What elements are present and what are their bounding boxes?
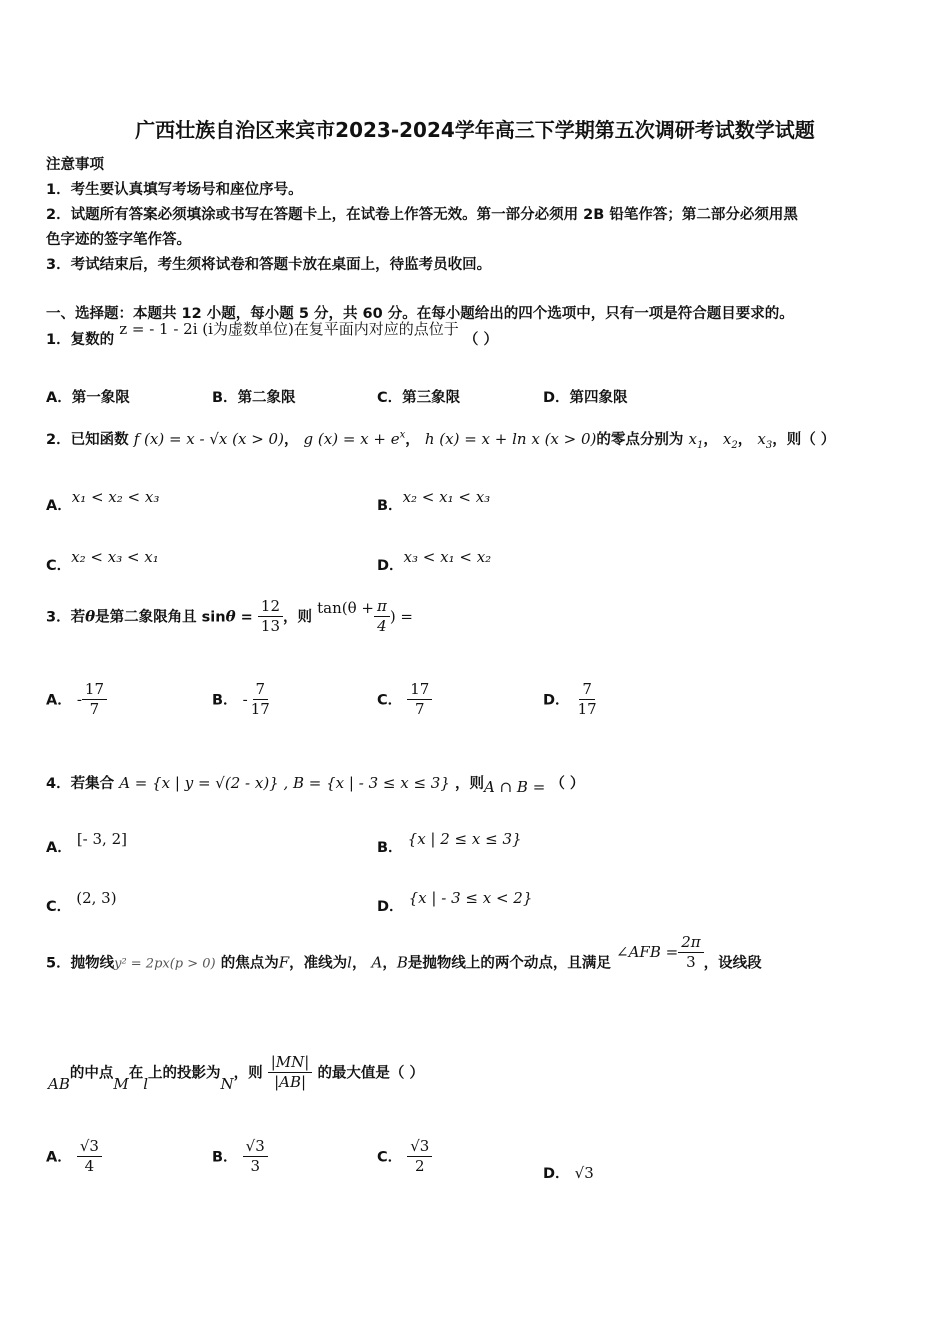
q5-moving: 是抛物线上的两个动点，且满足: [407, 955, 611, 972]
q2-mid: 的零点分别为: [596, 432, 684, 448]
q4-option-c[interactable]: [46, 887, 117, 915]
q2-x1: $x_1$: [688, 430, 704, 451]
q2-sep: ，: [703, 432, 718, 448]
option-fraction: $\frac{7}{17}$: [250, 680, 270, 719]
q3-theta: θ: [85, 607, 96, 626]
q5-option-d[interactable]: [543, 1162, 594, 1183]
option-label: B．: [212, 390, 238, 406]
q2-option-c[interactable]: [46, 546, 159, 574]
option-text: x₂ < x₃ < x₁: [71, 548, 159, 566]
q2-x3: $x_3$: [757, 430, 773, 451]
q4-then: ，则: [454, 776, 484, 792]
q3-fraction: $\frac{12}{13}$: [258, 598, 283, 636]
q4-option-b[interactable]: [377, 828, 522, 856]
question-3: [46, 598, 413, 636]
q1-option-c[interactable]: [377, 386, 460, 407]
q2-stem: 2．已知函数: [46, 432, 129, 448]
option-label: A．: [46, 840, 72, 856]
notice-item-2-cont: 色字迹的签字笔作答。: [46, 232, 191, 248]
q1-option-a[interactable]: [46, 386, 130, 407]
option-label: B．: [377, 840, 403, 856]
q5-max: 的最大值是（ ）: [317, 1065, 424, 1082]
option-text: 第一象限: [71, 390, 130, 406]
q3-mid: 是第二象限角且 sin: [95, 609, 226, 626]
q2-sep: ，: [737, 432, 753, 448]
q5-angle: ∠AFB =: [616, 943, 679, 962]
page-title: 广西壮族自治区来宾市2023-2024学年高三下学期第五次调研考试数学试题: [135, 118, 815, 142]
q5-option-a[interactable]: [46, 1138, 102, 1176]
option-text: x₂ < x₁ < x₃: [402, 488, 491, 506]
q1-option-d[interactable]: [543, 386, 628, 407]
q3-eq: =: [235, 609, 253, 626]
q5-M: M: [113, 1075, 129, 1094]
option-label: B．: [377, 498, 403, 514]
option-label: B．: [212, 1149, 238, 1166]
q4-stem: 4．若集合: [46, 776, 115, 792]
q4-paren: （ ）: [550, 776, 585, 792]
q2-x2: $x_2$: [722, 430, 738, 451]
q4-sets: A = {x | y = √(2 - x)} , B = {x | - 3 ≤ x ≤ 3}: [119, 774, 450, 792]
q5-directrix: ，准线为: [289, 955, 348, 972]
q5-option-c[interactable]: [377, 1138, 432, 1176]
q5-B: B: [396, 953, 408, 972]
option-fraction: $\frac{√3}{3}$: [243, 1138, 268, 1176]
option-label: A．: [46, 390, 72, 406]
option-label: A．: [46, 1149, 72, 1166]
q2-end: ，则（ ）: [772, 432, 836, 448]
q5-then: ，则: [233, 1065, 263, 1082]
option-fraction: $\frac{17}{7}$: [407, 681, 432, 719]
option-label: D．: [543, 1166, 570, 1182]
q5-ratio: $\frac{|MN|}{|AB|}$: [268, 1054, 313, 1092]
q2-option-a[interactable]: [46, 486, 160, 514]
option-label: A．: [46, 692, 72, 709]
q1-option-b[interactable]: [212, 386, 296, 407]
q5-angle-fraction: $\frac{2\pi}{3}$: [678, 934, 703, 972]
option-text: x₁ < x₂ < x₃: [71, 488, 160, 506]
q5-focus: 的焦点为: [220, 955, 279, 972]
q2-comma: ，: [405, 432, 420, 448]
q2-h: h (x) = x + ln x (x > 0): [424, 430, 597, 448]
q5-l2: l: [143, 1075, 149, 1094]
q3-option-a[interactable]: [46, 681, 107, 719]
q5-proj: 上的投影为: [148, 1065, 221, 1082]
q5-A: A: [371, 953, 383, 972]
section-heading: 一、选择题：本题共 12 小题，每小题 5 分，共 60 分。在每小题给出的四个选项中，只有一项是符合题目要求的。: [46, 306, 794, 322]
option-text: 第三象限: [402, 390, 461, 406]
q5-on: 在: [128, 1065, 144, 1082]
q5-N: N: [220, 1075, 234, 1094]
q5-midpoint: 的中点: [69, 1065, 114, 1082]
option-label: D．: [543, 390, 570, 406]
option-label: C．: [46, 899, 72, 915]
option-sign: -: [76, 690, 82, 709]
option-label: D．: [377, 899, 404, 915]
notice-item-3: 3．考试结束后，考生须将试卷和答题卡放在桌面上，待监考员收回。: [46, 257, 492, 273]
q5-stem: 5．抛物线: [46, 955, 115, 972]
option-text: x₃ < x₁ < x₂: [403, 548, 492, 566]
option-fraction: $\frac{√3}{2}$: [407, 1138, 432, 1176]
q5-F: F: [278, 953, 290, 972]
notice-heading: 注意事项: [46, 157, 104, 173]
question-5: [46, 933, 762, 982]
option-text: {x | - 3 ≤ x < 2}: [408, 889, 533, 907]
q4-option-a[interactable]: [46, 828, 127, 856]
q3-tan-post: ) =: [389, 607, 414, 626]
question-4: [46, 772, 585, 796]
q5-sep: ，: [382, 955, 397, 972]
option-label: C．: [377, 390, 403, 406]
option-fraction: $\frac{7}{17}$: [577, 680, 597, 719]
q3-option-c[interactable]: [377, 681, 432, 719]
q5-option-b[interactable]: [212, 1138, 268, 1176]
option-sign: -: [242, 690, 248, 709]
q5-AB: AB: [48, 1075, 70, 1094]
q3-then: ，则: [283, 609, 312, 626]
q2-g: g (x) = x + e: [303, 430, 400, 448]
q3-option-d[interactable]: [543, 681, 600, 719]
q3-tan: tan(θ +: [317, 599, 374, 618]
question-5-cont: [48, 1054, 424, 1092]
option-text: 第四象限: [569, 390, 628, 406]
option-label: C．: [46, 558, 72, 574]
q2-option-d[interactable]: [377, 546, 492, 574]
option-label: C．: [377, 1149, 403, 1166]
question-1: [46, 320, 498, 349]
option-text: √3: [574, 1164, 594, 1182]
option-text: (2, 3): [76, 889, 117, 907]
notice-item-1: 1．考生要认真填写考场号和座位序号。: [46, 182, 303, 198]
option-text: 第二象限: [237, 390, 296, 406]
option-label: C．: [377, 692, 403, 709]
q5-sep: ，: [351, 955, 367, 972]
q4-intersection: A ∩ B =: [483, 778, 546, 796]
q3-theta: θ: [225, 607, 236, 626]
q1-formula: z = - 1 - 2i (i为虚数单位)在复平面内对应的点位于: [119, 320, 459, 338]
q2-comma: ，: [283, 432, 299, 448]
notice-item-2: 2．试题所有答案必须填涂或书写在答题卡上，在试卷上作答无效。第一部分必须用 2B 铅笔作答；第二部分必须用黑: [46, 207, 798, 223]
q3-stem: 3．若: [46, 609, 86, 626]
q2-f: f (x) = x - √x (x > 0): [133, 430, 284, 448]
q4-option-d[interactable]: [377, 887, 533, 915]
q1-paren: （ ）: [463, 332, 498, 348]
q1-stem: 1．复数的: [46, 332, 115, 348]
option-label: B．: [212, 692, 238, 709]
q2-option-b[interactable]: [377, 486, 491, 514]
q5-seg: ，设线段: [703, 955, 762, 972]
q3-pi-fraction: $\frac{\pi}{4}$: [374, 598, 390, 636]
q5-parabola: y² = 2px(p > 0): [114, 956, 216, 972]
q3-option-b[interactable]: [212, 681, 273, 719]
q5-l: l: [347, 953, 352, 972]
q2-g-sup: x: [399, 429, 406, 441]
option-fraction: $\frac{√3}{4}$: [77, 1138, 102, 1176]
question-2: [46, 428, 835, 451]
option-label: A．: [46, 498, 72, 514]
option-text: [- 3, 2]: [76, 830, 127, 848]
option-fraction: $\frac{17}{7}$: [82, 681, 107, 719]
option-label: D．: [543, 692, 570, 709]
option-label: D．: [377, 558, 404, 574]
option-text: {x | 2 ≤ x ≤ 3}: [407, 830, 522, 848]
